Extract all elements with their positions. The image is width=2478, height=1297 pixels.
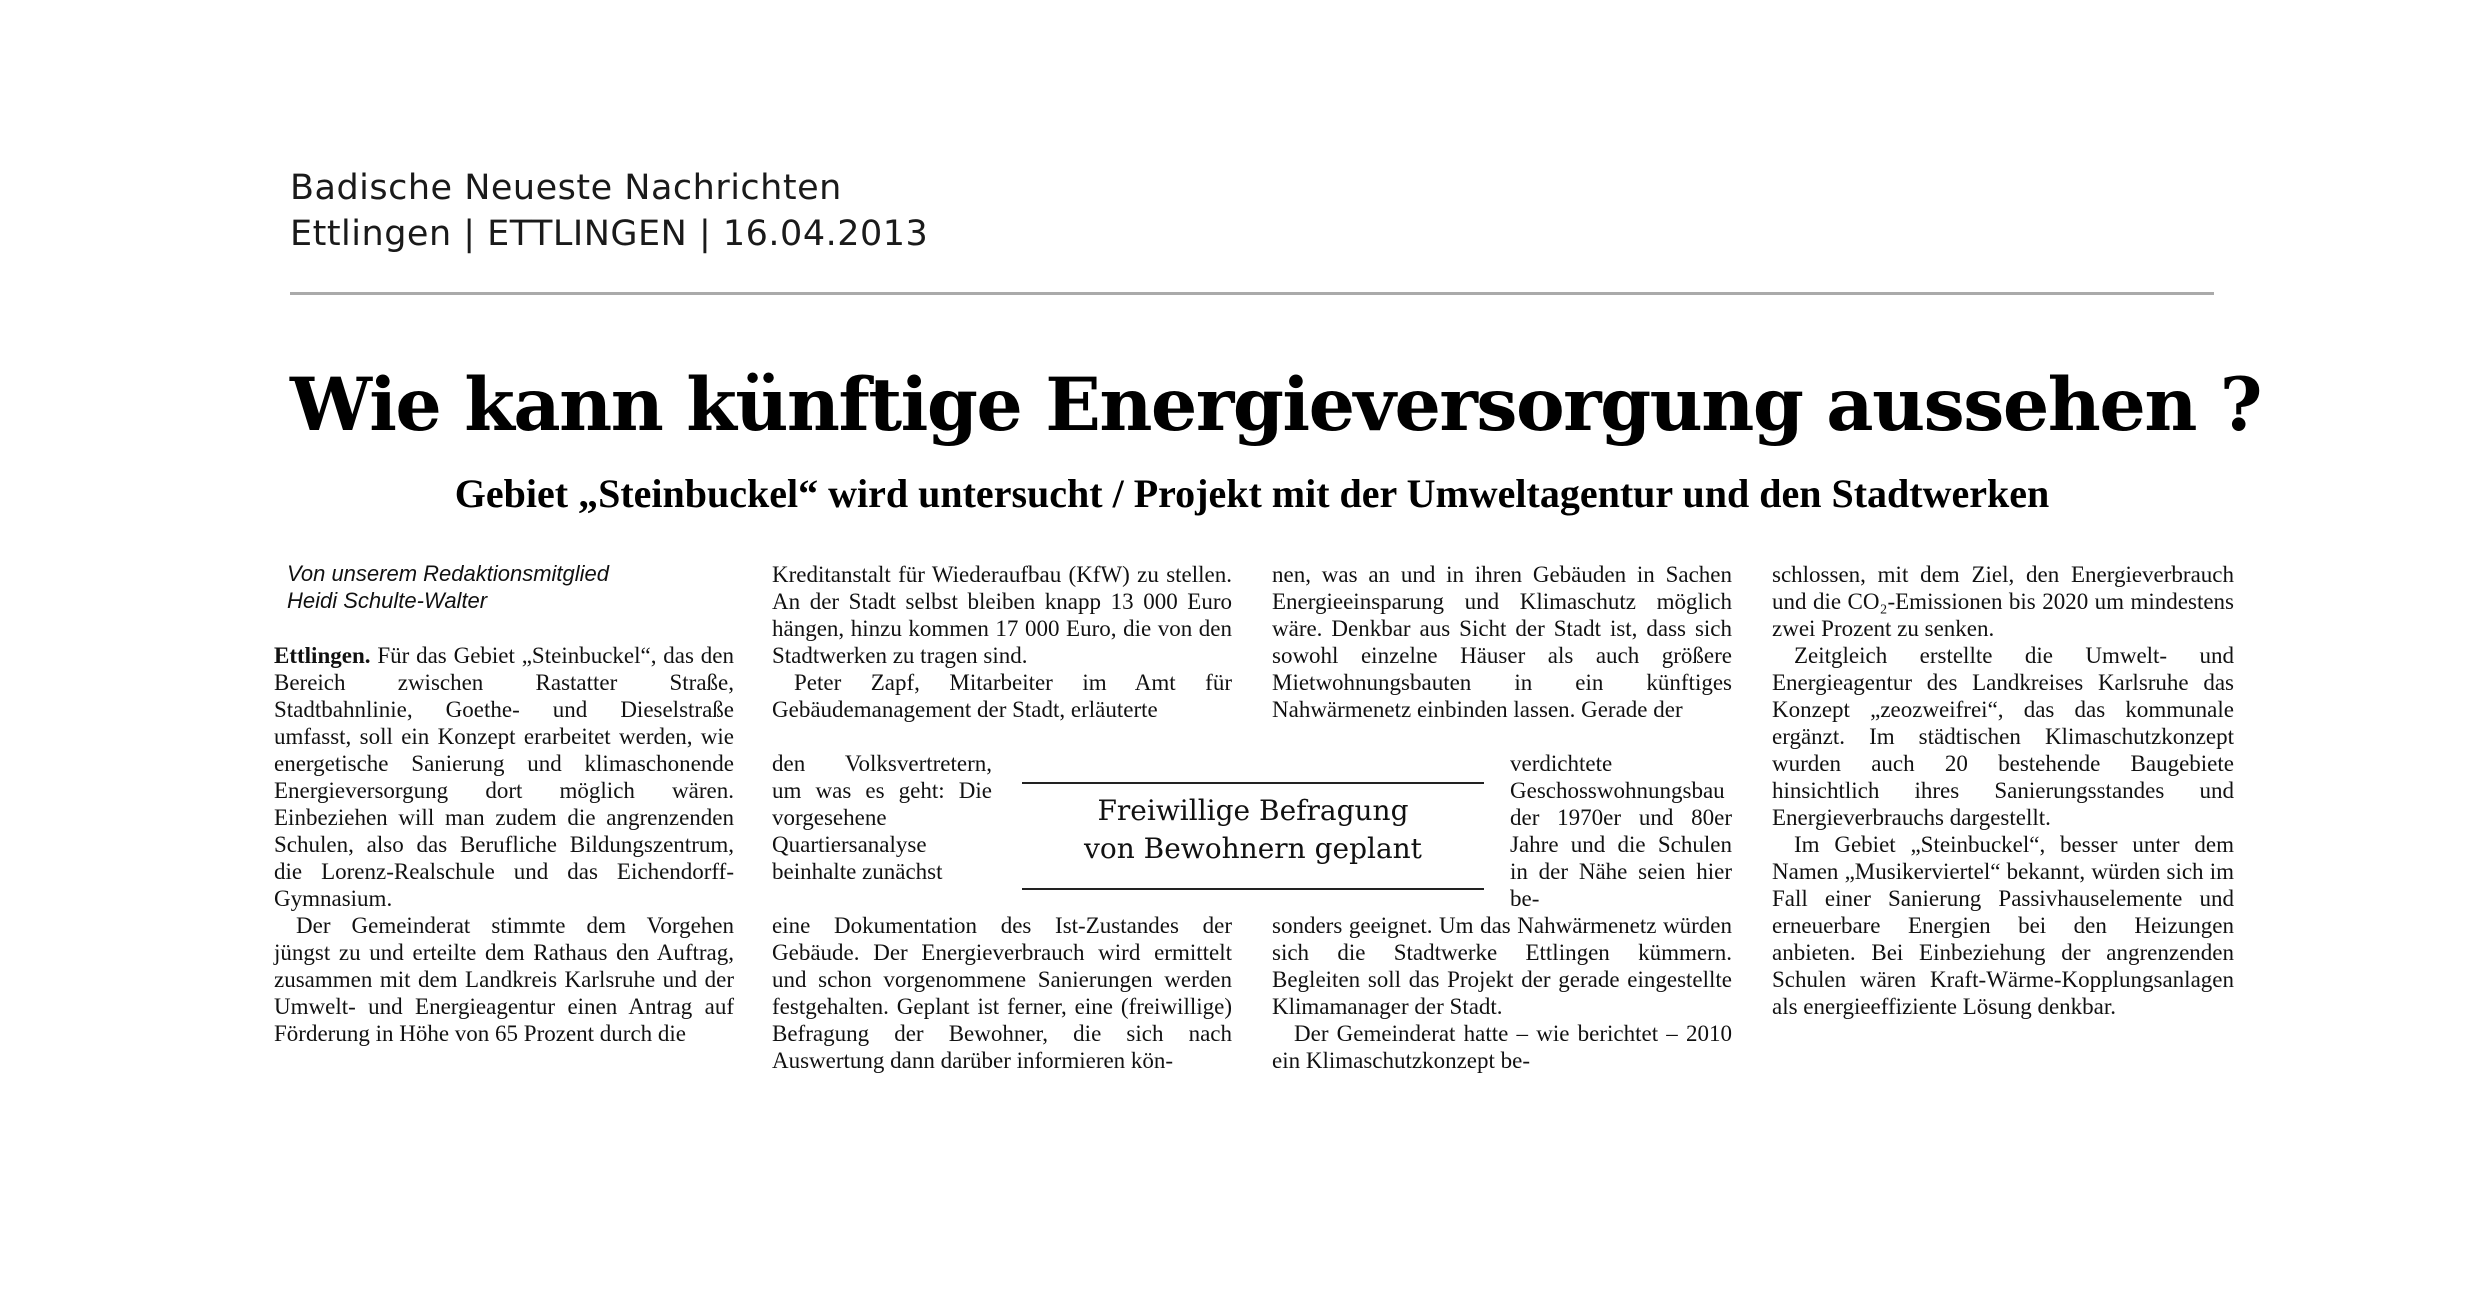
paragraph: Peter Zapf, Mitarbeiter im Amt für Gebäudemanagement der Stadt, erläuterte [772,670,1232,722]
pull-quote [1022,792,1484,868]
paragraph [274,642,734,912]
pull-quote-box [1022,782,1484,890]
paragraph: Kreditanstalt für Wiederaufbau (KfW) zu stellen. An der Stadt selbst bleiben knapp 13 000 Euro hängen, hinzu kommen 17 000 Euro, die von den Stadtwerken zu tragen sind. [772,562,1232,668]
paragraph: nen, was an und in ihren Gebäuden in Sachen Energieeinsparung und Klimaschutz möglich wäre. Denkbar aus Sicht der Stadt ist, dass sich sowohl einzelne Häuser als auch größere Mietwohnungsbauten in ein künftiges Nahwärmenetz einbinden lassen. Gerade der [1272,562,1732,722]
paragraph: Zeitgleich erstellte die Umwelt- und Energieagentur des Landkreises Karlsruhe das Konzept „zeozweifrei“, das das kommunale ergänzt. Im städtischen Klimaschutzkonzept wurden auch 20 bestehende Baugebiete hinsichtlich ihres Sanierungsstandes und Energieverbrauchs dargestellt. [1772,643,2234,830]
article-column-3-wrap [1510,750,1732,912]
paragraph: Der Gemeinderat stimmte dem Vorgehen jüngst zu und erteilte dem Rathaus den Auftrag, zusammen mit dem Landkreis Karlsruhe und der Umwelt- und Energieagentur einen Antrag auf Förderung in Höhe von 65 Prozent durch die [274,913,734,1046]
article-column-2-top [772,561,1232,723]
article-column-4 [1772,561,2234,1020]
article-headline: Wie kann künftige Energieversorgung aussehen ? [290,362,2262,448]
paragraph: Im Gebiet „Steinbuckel“, besser unter dem Namen „Musikerviertel“ bekannt, würden sich im Fall einer Sanierung Passivhauselemente und erneuerbare Energien bei den Heizungen anbieten. Bei Einbeziehung der angrenzenden Schulen wären Kraft-Wärme-Kopplungsanlagen als energieeffiziente Lösung denkbar. [1772,832,2234,1019]
paragraph: Der Gemeinderat hatte – wie berichtet – 2010 ein Klimaschutzkonzept be- [1272,1021,1732,1073]
byline [287,560,609,614]
source-edition-line: Ettlingen | ETTLINGEN | 16.04.2013 [290,214,929,254]
article-column-2-wrap [772,750,992,885]
article-subheadline: Gebiet „Steinbuckel“ wird untersucht / Projekt mit der Umweltagentur und den Stadtwerken [454,471,2050,516]
source-publication: Badische Neueste Nachrichten [290,168,842,208]
article-column-2-bottom [772,912,1232,1074]
paragraph: sonders geeignet. Um das Nahwärmenetz würden sich die Stadtwerke Ettlingen kümmern. Begleiten soll das Projekt der gerade eingestellte Klimamanager der Stadt. [1272,913,1732,1019]
byline-author: Heidi Schulte-Walter [287,588,488,613]
paragraph: eine Dokumentation des Ist-Zustandes der Gebäude. Der Energieverbrauch wird ermittelt und schon vorgenommene Sanierungen werden festgehalten. Geplant ist ferner, eine (freiwillige) Befragung der Bewohner, die sich nach Auswertung dann darüber informieren kön- [772,913,1232,1073]
pull-quote-line-1: Freiwillige Befragung [1097,794,1409,827]
paragraph: schlossen, mit dem Ziel, den Energieverbrauch und die CO₂-Emissionen bis 2020 um mindestens zwei Prozent zu senken. [1772,562,2234,641]
header-divider [290,292,2214,295]
article-column-3-top [1272,561,1732,723]
pull-quote-line-2: von Bewohnern geplant [1084,832,1422,865]
article-column-1 [274,642,734,1047]
article-column-3-bottom [1272,912,1732,1074]
paragraph: verdichtete Geschosswohnungsbau der 1970er und 80er Jahre und die Schulen in der Nähe seien hier be- [1510,751,1732,911]
byline-line-1: Von unserem Redaktionsmitglied [287,561,610,586]
paragraph-text: Für das Gebiet „Steinbuckel“, das den Bereich zwischen Rastatter Straße, Stadtbahnlinie, Goethe- und Dieselstraße umfasst, soll ein Konzept erarbeitet werden, wie energetische Sanierung und klimaschonende Energieversorgung dort möglich wären. Einbeziehen will man zudem die angrenzenden Schulen, also das Berufliche Bildungszentrum, die Lorenz-Realschule und das Eichendorff-Gymnasium. [274,643,734,911]
dateline: Ettlingen. [274,643,371,668]
paragraph: den Volksvertretern, um was es geht: Die vorgesehene Quartiersanalyse beinhalte zunächst [772,751,992,884]
